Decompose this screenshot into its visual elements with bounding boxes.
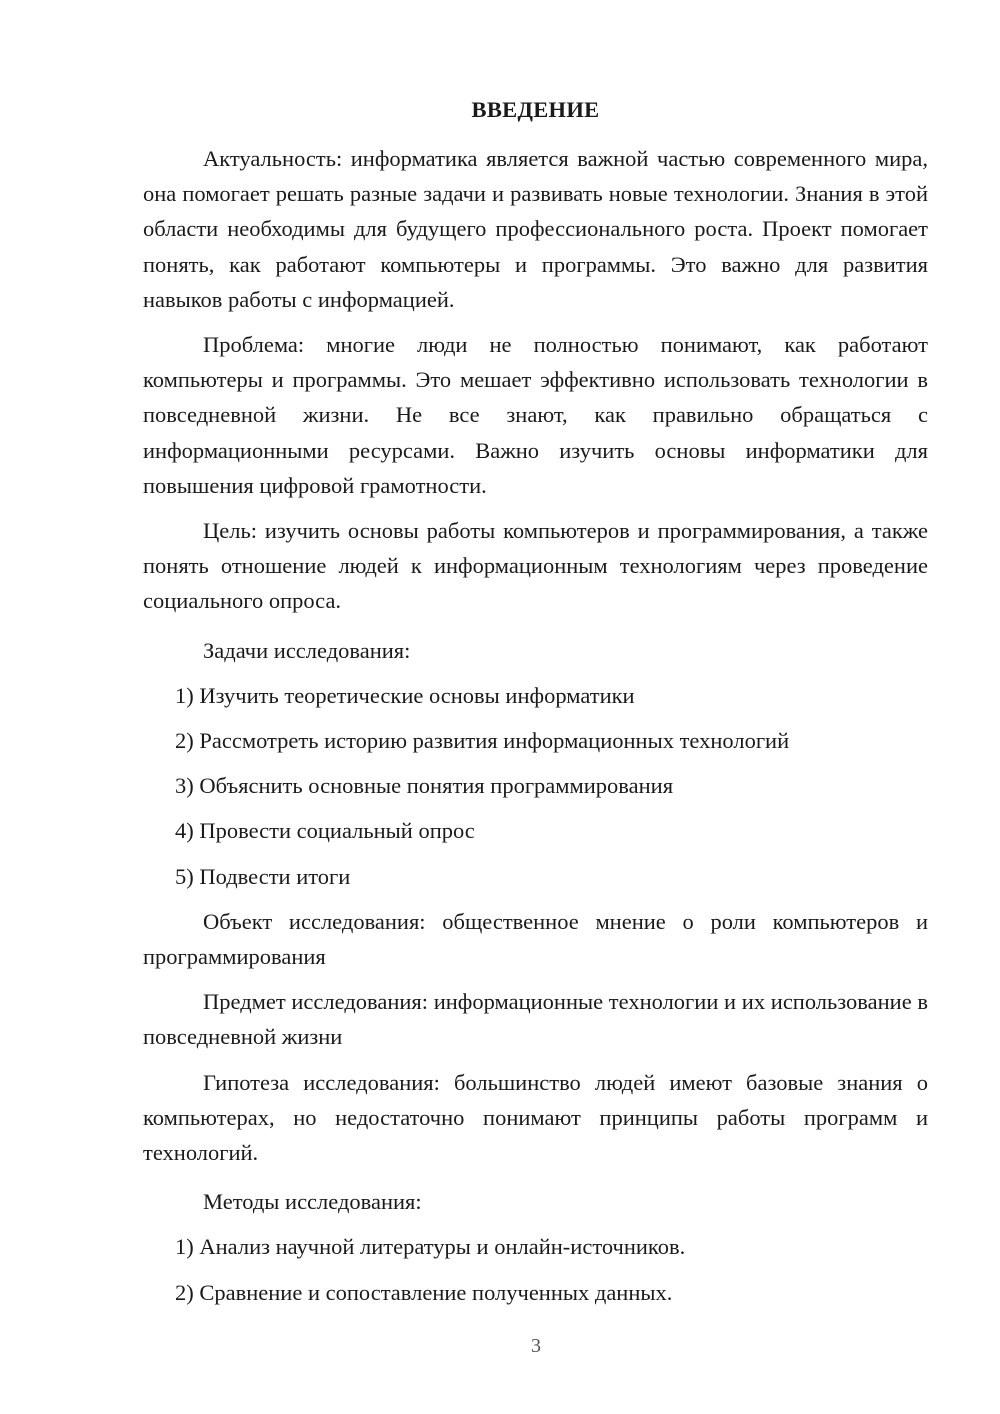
method-item-2: 2) Сравнение и сопоставление полученных данных.	[175, 1279, 673, 1305]
page-number: 3	[531, 1335, 541, 1357]
method-item-1: 1) Анализ научной литературы и онлайн-источников.	[175, 1234, 686, 1260]
tasks-heading: Задачи исследования:	[203, 637, 411, 663]
object-paragraph: Объект исследования: общественное мнение о роли компьютеров и программирования	[143, 908, 928, 970]
task-item-1: 1) Изучить теоретические основы информатики	[175, 682, 635, 708]
task-item-2: 2) Рассмотреть историю развития информационных технологий	[175, 728, 790, 754]
section-title: ВВЕДЕНИЕ	[471, 97, 600, 122]
hypothesis-paragraph: Гипотеза исследования: большинство людей имеют базовые знания о компьютерах, но недостаточно понимают принципы работы программ и технологий.	[143, 1069, 928, 1166]
relevance-paragraph: Актуальность: информатика является важной частью современного мира, она помогает решать разные задачи и развивать новые технологии. Знания в этой области необходимы для будущего профессионального роста. Проект помогает понять, как работают компьютеры и программы. Это важно для развития навыков работы с информацией.	[143, 146, 928, 312]
goal-paragraph: Цель: изучить основы работы компьютеров и программирования, а также понять отношение людей к информационным технологиям через проведение социального опроса.	[143, 518, 928, 614]
problem-paragraph: Проблема: многие люди не полностью понимают, как работают компьютеры и программы. Это мешает эффективно использовать технологии в повседневной жизни. Не все знают, как правильно обращаться с информационными ресурсами. Важно изучить основы информатики для повышения цифровой грамотности.	[143, 332, 928, 498]
task-item-3: 3) Объяснить основные понятия программирования	[175, 773, 674, 799]
task-item-5: 5) Подвести итоги	[175, 863, 351, 889]
page-content	[143, 92, 928, 1315]
methods-heading: Методы исследования:	[203, 1189, 422, 1215]
subject-paragraph: Предмет исследования: информационные технологии и их использование в повседневной жизни	[143, 989, 928, 1050]
task-item-4: 4) Провести социальный опрос	[175, 818, 475, 844]
